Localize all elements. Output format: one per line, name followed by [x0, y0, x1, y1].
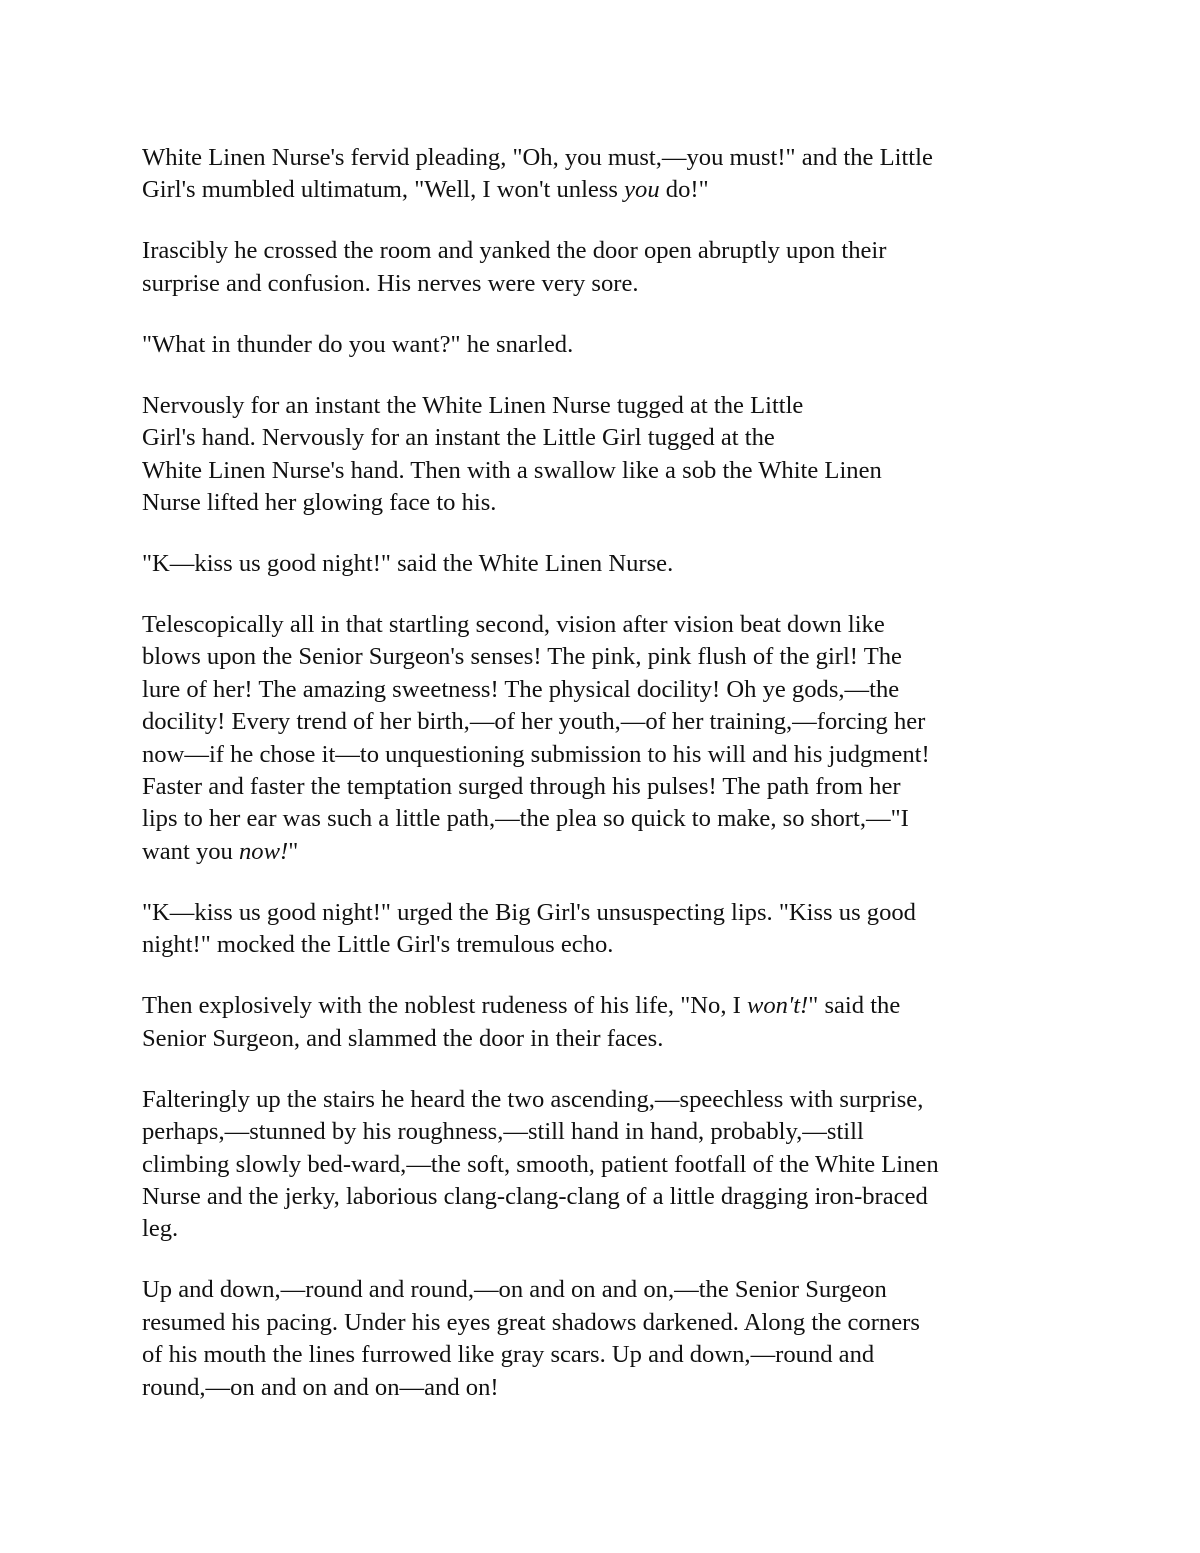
text-line: [142, 929, 1072, 961]
text-run: docility! Every trend of her birth,—of her youth,—of her training,—forcing her: [142, 708, 926, 736]
text-run: " said the: [808, 992, 901, 1020]
text-line: [142, 1339, 1072, 1371]
text-line: [142, 390, 1072, 422]
text-line: [142, 1116, 1072, 1148]
document-body: [142, 142, 1072, 1433]
text-line: [142, 1307, 1072, 1339]
text-line: [142, 455, 1072, 487]
text-line: [142, 706, 1072, 738]
text-line: [142, 1023, 1072, 1055]
text-run: surprise and confusion. His nerves were very sore.: [142, 269, 639, 297]
text-run: climbing slowly bed-ward,—the soft, smooth, patient footfall of the White Linen: [142, 1150, 939, 1178]
paragraph: [142, 548, 1072, 580]
text-line: [142, 142, 1072, 174]
text-run: want you: [142, 837, 239, 865]
text-line: [142, 990, 1072, 1022]
text-run: do!": [659, 176, 709, 204]
text-line: [142, 329, 1072, 361]
text-line: [142, 1372, 1072, 1404]
text-run: "K—kiss us good night!" urged the Big Girl's unsuspecting lips. "Kiss us good: [142, 898, 916, 926]
text-line: [142, 609, 1072, 641]
text-line: [142, 548, 1072, 580]
text-run: of his mouth the lines furrowed like gray scars. Up and down,—round and: [142, 1341, 875, 1369]
text-line: [142, 174, 1072, 206]
text-line: [142, 235, 1072, 267]
text-line: [142, 1149, 1072, 1181]
paragraph: [142, 235, 1072, 300]
text-run: ": [288, 837, 299, 865]
text-run: night!" mocked the Little Girl's tremulous echo.: [142, 931, 614, 959]
text-run: Irascibly he crossed the room and yanked the door open abruptly upon their: [142, 237, 887, 265]
text-line: [142, 836, 1072, 868]
italic-text: won't!: [746, 992, 809, 1020]
text-run: round,—on and on and on—and on!: [142, 1373, 499, 1401]
text-line: [142, 674, 1072, 706]
text-line: [142, 1274, 1072, 1306]
paragraph: [142, 1274, 1072, 1404]
text-line: [142, 803, 1072, 835]
paragraph: [142, 329, 1072, 361]
text-run: lips to her ear was such a little path,—the plea so quick to make, so short,—"I: [142, 805, 909, 833]
text-run: "What in thunder do you want?" he snarled.: [142, 330, 574, 358]
paragraph: [142, 142, 1072, 207]
text-line: [142, 1213, 1072, 1245]
text-line: [142, 268, 1072, 300]
text-run: lure of her! The amazing sweetness! The physical docility! Oh ye gods,—the: [142, 675, 900, 703]
text-run: perhaps,—stunned by his roughness,—still hand in hand, probably,—still: [142, 1118, 864, 1146]
text-line: [142, 487, 1072, 519]
text-run: Senior Surgeon, and slammed the door in their faces.: [142, 1024, 664, 1052]
paragraph: [142, 897, 1072, 962]
text-run: Telescopically all in that startling second, vision after vision beat down like: [142, 611, 885, 639]
text-line: [142, 1084, 1072, 1116]
text-line: [142, 897, 1072, 929]
text-run: Faster and faster the temptation surged through his pulses! The path from her: [142, 773, 901, 801]
text-run: Up and down,—round and round,—on and on and on,—the Senior Surgeon: [142, 1276, 887, 1304]
paragraph: [142, 1084, 1072, 1246]
paragraph: [142, 990, 1072, 1055]
text-line: [142, 771, 1072, 803]
text-run: Girl's hand. Nervously for an instant the Little Girl tugged at the: [142, 424, 775, 452]
paragraph: [142, 390, 1072, 520]
text-line: [142, 641, 1072, 673]
text-run: "K—kiss us good night!" said the White Linen Nurse.: [142, 550, 674, 578]
text-run: blows upon the Senior Surgeon's senses! The pink, pink flush of the girl! The: [142, 643, 902, 671]
text-run: Nurse lifted her glowing face to his.: [142, 489, 497, 517]
text-line: [142, 422, 1072, 454]
text-line: [142, 739, 1072, 771]
paragraph: [142, 609, 1072, 868]
text-run: Falteringly up the stairs he heard the two ascending,—speechless with surprise,: [142, 1085, 924, 1113]
text-run: leg.: [142, 1215, 179, 1243]
text-run: White Linen Nurse's hand. Then with a swallow like a sob the White Linen: [142, 456, 882, 484]
text-run: Nervously for an instant the White Linen Nurse tugged at the Little: [142, 391, 804, 419]
text-run: Girl's mumbled ultimatum, "Well, I won't unless: [142, 176, 625, 204]
text-run: Nurse and the jerky, laborious clang-clang-clang of a little dragging iron-braced: [142, 1182, 928, 1210]
text-line: [142, 1181, 1072, 1213]
text-run: White Linen Nurse's fervid pleading, "Oh, you must,—you must!" and the Little: [142, 144, 933, 171]
text-run: Then explosively with the noblest rudeness of his life, "No, I: [142, 992, 747, 1020]
italic-text: you: [624, 176, 660, 204]
text-run: resumed his pacing. Under his eyes great shadows darkened. Along the corners: [142, 1308, 920, 1336]
italic-text: now!: [239, 837, 289, 865]
text-run: now—if he chose it—to unquestioning submission to his will and his judgment!: [142, 740, 930, 768]
